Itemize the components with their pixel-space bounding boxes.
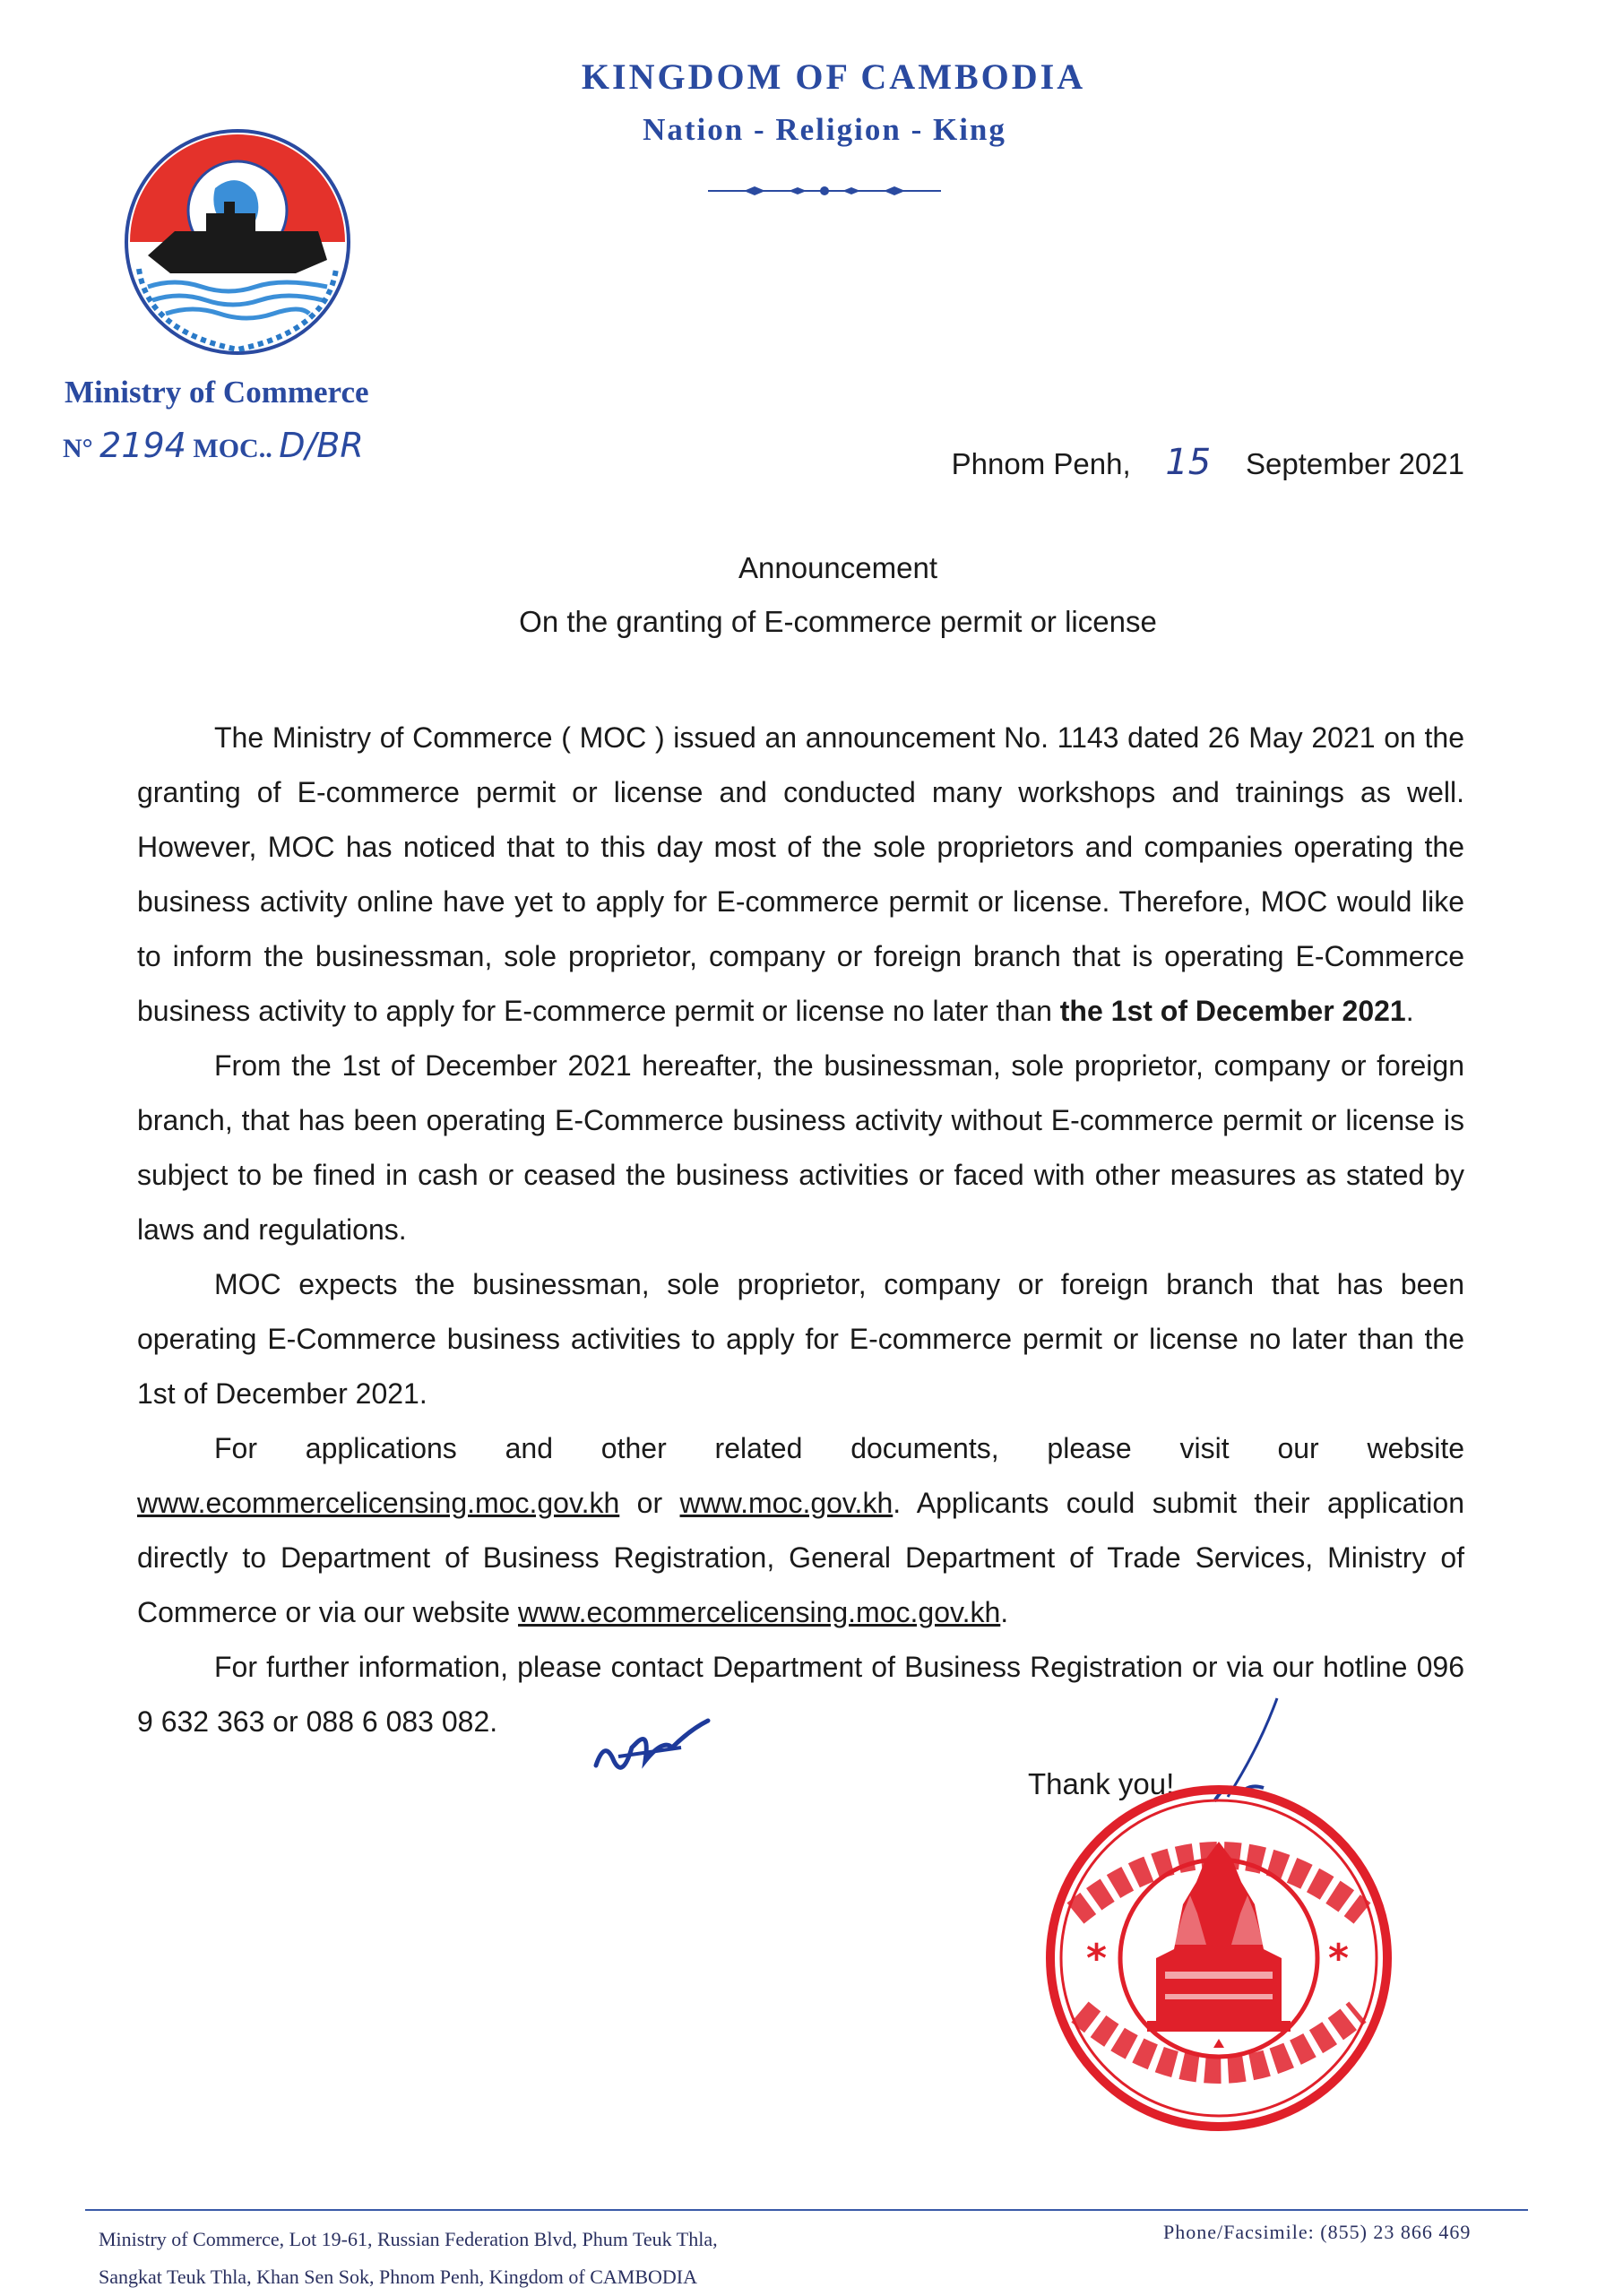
ecommerce-licensing-link-2[interactable]: www.ecommercelicensing.moc.gov.kh: [518, 1596, 1001, 1628]
paragraph-1-text: The Ministry of Commerce ( MOC ) issued an announcement No. 1143 dated 26 May 2021 on the granting of E-commerce permit or license and conducted many workshops and trainings as well. However, MOC has noticed that to this day most of the sole proprietors and companies operating the business activity online have yet to apply for E-commerce permit or license. Therefore, MOC would like to inform the businessman, sole proprietor, company or foreign branch that is operating E-Commerce business activity to apply for E-commerce permit or license no later than: [137, 721, 1464, 1027]
paragraph-4-text: For applications and other related documents, please visit our website: [214, 1432, 1464, 1464]
footer-address-line-2: Sangkat Teuk Thla, Khan Sen Sok, Phnom Penh, Kingdom of CAMBODIA: [99, 2266, 698, 2288]
paragraph-5: For further information, please contact Department of Business Registration or via our hotline 096 9 632 363 or 088 6 083 082.: [137, 1651, 1464, 1738]
svg-text:*: *: [1328, 1936, 1350, 1981]
moc-website-link[interactable]: www.moc.gov.kh: [679, 1487, 894, 1519]
deadline-bold: the 1st of December 2021: [1059, 995, 1406, 1027]
official-seal-icon: [1040, 1779, 1398, 2137]
initial-signature-icon: [583, 1694, 717, 1792]
paragraph-1: [137, 711, 1464, 1039]
ecommerce-licensing-link[interactable]: www.ecommercelicensing.moc.gov.kh: [137, 1487, 620, 1519]
national-motto: Nation - Religion - King: [643, 112, 1006, 147]
ministry-logo-icon: [121, 125, 354, 358]
svg-text:*: *: [1086, 1936, 1108, 1981]
announcement-subtitle: On the granting of E-commerce permit or license: [519, 605, 1157, 638]
reference-moc: MOC: [193, 434, 259, 463]
footer-address: [99, 2221, 718, 2296]
reference-prefix: N°: [63, 434, 93, 463]
date-day-handwritten: 15: [1165, 442, 1212, 483]
paragraph-2: From the 1st of December 2021 hereafter, the businessman, sole proprietor, company or foreign branch, that has been operating E-Commerce business activity without E-commerce permit or license is subject to be fined in cash or ceased the business activities or faced with other measures as stated by laws and regulations.: [137, 1049, 1464, 1246]
date-city: Phnom Penh,: [951, 447, 1131, 480]
ornament-divider-icon: [708, 184, 941, 198]
paragraph-1-end: .: [1405, 995, 1414, 1027]
paragraph-4-middle: . Applicants could submit their application directly to Department of Business Registration, General Department of Trade Services, Ministry of Commerce or via our website: [137, 1487, 1465, 1628]
footer-address-line-1: Ministry of Commerce, Lot 19-61, Russian Federation Blvd, Phum Teuk Thla,: [99, 2228, 718, 2250]
footer-phone: Phone/Facsimile: (855) 23 866 469: [1163, 2221, 1472, 2243]
date-month-year: September 2021: [1245, 447, 1464, 480]
thank-you: Thank you!: [1028, 1767, 1175, 1800]
paragraph-4: [137, 1421, 1464, 1640]
reference-handwritten-number: 2194: [99, 426, 186, 465]
reference-handwritten-code: D/BR: [279, 426, 364, 465]
footer-divider: [85, 2209, 1528, 2211]
ministry-name: Ministry of Commerce: [65, 375, 369, 410]
paragraph-4-or: or: [619, 1487, 680, 1519]
kingdom-title: KINGDOM OF CAMBODIA: [581, 56, 1086, 97]
reference-number: N° 2194 MOC.. D/BR: [63, 426, 364, 465]
announcement-title: Announcement: [738, 551, 937, 584]
announcement-body: [137, 711, 1464, 1749]
date-line: [952, 442, 1464, 483]
paragraph-3: MOC expects the businessman, sole proprietor, company or foreign branch that has been operating E-Commerce business activities to apply for E-commerce permit or license no later than the 1st of December 2021.: [137, 1268, 1464, 1410]
paragraph-4-end: .: [1000, 1596, 1009, 1628]
